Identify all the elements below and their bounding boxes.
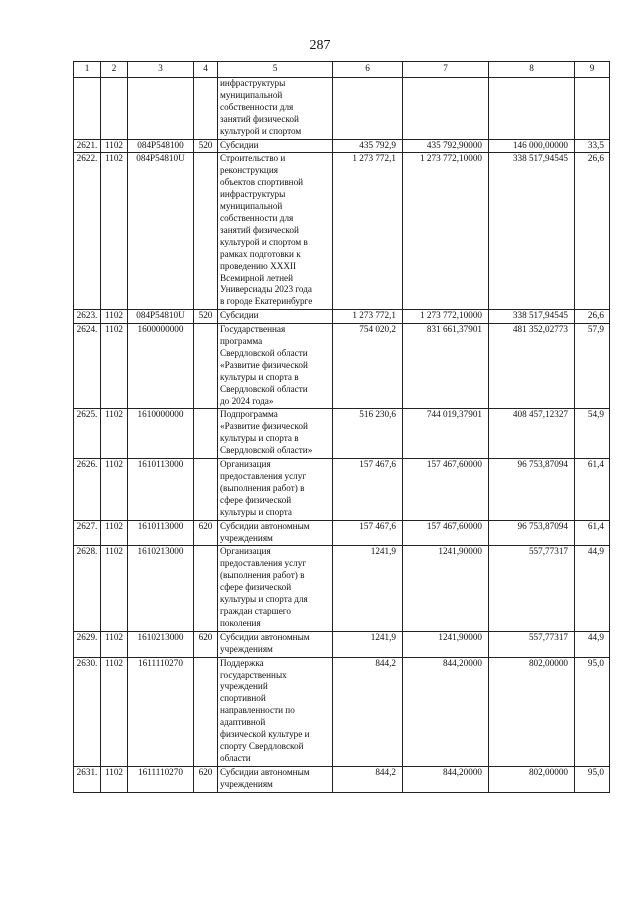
expense-type-code — [194, 459, 218, 521]
executed-amount: 338 517,94545 — [489, 153, 575, 310]
budget-list-amount: 157 467,60000 — [403, 520, 489, 546]
executed-amount: 408 457,12327 — [489, 409, 575, 459]
section-code: 1102 — [101, 324, 128, 409]
expense-type-code: 520 — [194, 139, 218, 153]
executed-amount: 802,00000 — [489, 657, 575, 766]
budget-list-amount: 1241,90000 — [403, 631, 489, 657]
row-number: 2629. — [74, 631, 101, 657]
budget-list-amount: 831 661,37901 — [403, 324, 489, 409]
item-name: Субсидии автономным учреждениям — [218, 766, 333, 792]
execution-percent: 57,9 — [575, 324, 610, 409]
page-number: 287 — [309, 38, 331, 53]
section-code: 1102 — [101, 459, 128, 521]
expense-type-code: 520 — [194, 310, 218, 324]
header-row — [74, 62, 610, 78]
execution-percent: 95,0 — [575, 657, 610, 766]
expense-type-code: 620 — [194, 766, 218, 792]
table-row — [74, 139, 610, 153]
expense-type-code: 620 — [194, 631, 218, 657]
executed-amount: 96 753,87094 — [489, 459, 575, 521]
item-name: Субсидии — [218, 139, 333, 153]
target-article-code: 1600000000 — [128, 324, 194, 409]
budget-list-amount: 435 792,90000 — [403, 139, 489, 153]
budget-list-amount: 1 273 772,10000 — [403, 310, 489, 324]
executed-amount: 557,77317 — [489, 546, 575, 631]
execution-percent: 26,6 — [575, 153, 610, 310]
budget-list-amount: 844,20000 — [403, 657, 489, 766]
executed-amount: 96 753,87094 — [489, 520, 575, 546]
target-article-code: 1610213000 — [128, 631, 194, 657]
expense-type-code — [194, 78, 218, 140]
execution-percent: 26,6 — [575, 310, 610, 324]
execution-percent — [575, 78, 610, 140]
expense-type-code — [194, 546, 218, 631]
execution-percent: 54,9 — [575, 409, 610, 459]
target-article-code: 084P54810U — [128, 153, 194, 310]
table-row — [74, 766, 610, 792]
item-name: Строительство и реконструкция объектов спортивной инфраструктуры муниципальной собственности для занятий физической культурой и спортом в рамках подготовки к проведению XXXII Всемирной летней Универсиады 2023 года в городе Екатеринбурге — [218, 153, 333, 310]
executed-amount: 481 352,02773 — [489, 324, 575, 409]
budget-list-amount: 157 467,60000 — [403, 459, 489, 521]
table-row — [74, 546, 610, 631]
col-header: 2 — [101, 62, 128, 78]
approved-amount: 157 467,6 — [333, 520, 403, 546]
executed-amount: 557,77317 — [489, 631, 575, 657]
execution-percent: 44,9 — [575, 631, 610, 657]
col-header: 5 — [218, 62, 333, 78]
execution-percent: 61,4 — [575, 520, 610, 546]
approved-amount: 1241,9 — [333, 546, 403, 631]
approved-amount: 754 020,2 — [333, 324, 403, 409]
table-row — [74, 657, 610, 766]
execution-percent: 44,9 — [575, 546, 610, 631]
table-row — [74, 520, 610, 546]
row-number: 2626. — [74, 459, 101, 521]
approved-amount: 1 273 772,1 — [333, 310, 403, 324]
row-number — [74, 78, 101, 140]
executed-amount: 338 517,94545 — [489, 310, 575, 324]
col-header: 3 — [128, 62, 194, 78]
target-article-code: 084P54810U — [128, 310, 194, 324]
col-header: 8 — [489, 62, 575, 78]
col-header: 7 — [403, 62, 489, 78]
section-code: 1102 — [101, 520, 128, 546]
section-code: 1102 — [101, 766, 128, 792]
approved-amount: 1 273 772,1 — [333, 153, 403, 310]
target-article-code: 1610213000 — [128, 546, 194, 631]
col-header: 4 — [194, 62, 218, 78]
expense-type-code — [194, 657, 218, 766]
row-number: 2622. — [74, 153, 101, 310]
row-number: 2624. — [74, 324, 101, 409]
executed-amount: 802,00000 — [489, 766, 575, 792]
col-header: 6 — [333, 62, 403, 78]
execution-percent: 61,4 — [575, 459, 610, 521]
execution-percent: 33,5 — [575, 139, 610, 153]
budget-table — [73, 61, 610, 793]
expense-type-code — [194, 153, 218, 310]
budget-list-amount: 1 273 772,10000 — [403, 153, 489, 310]
section-code: 1102 — [101, 657, 128, 766]
item-name: Субсидии автономным учреждениям — [218, 520, 333, 546]
item-name: Субсидии автономным учреждениям — [218, 631, 333, 657]
budget-list-amount — [403, 78, 489, 140]
col-header: 9 — [575, 62, 610, 78]
item-name: Поддержка государственных учреждений спортивной направленности по адаптивной физической культуре и спорту Свердловской области — [218, 657, 333, 766]
target-article-code: 084P548100 — [128, 139, 194, 153]
table-row — [74, 153, 610, 310]
table-row — [74, 78, 610, 140]
execution-percent: 95,0 — [575, 766, 610, 792]
table-row — [74, 310, 610, 324]
approved-amount: 435 792,9 — [333, 139, 403, 153]
budget-list-amount: 744 019,37901 — [403, 409, 489, 459]
section-code: 1102 — [101, 139, 128, 153]
row-number: 2621. — [74, 139, 101, 153]
target-article-code: 1611110270 — [128, 657, 194, 766]
section-code — [101, 78, 128, 140]
section-code: 1102 — [101, 409, 128, 459]
item-name: Организация предоставления услуг (выполнения работ) в сфере физической культуры и спорта для граждан старшего поколения — [218, 546, 333, 631]
item-name: инфраструктуры муниципальной собственности для занятий физической культурой и спортом — [218, 78, 333, 140]
section-code: 1102 — [101, 546, 128, 631]
col-header: 1 — [74, 62, 101, 78]
target-article-code: 1610113000 — [128, 459, 194, 521]
row-number: 2623. — [74, 310, 101, 324]
target-article-code: 1611110270 — [128, 766, 194, 792]
row-number: 2630. — [74, 657, 101, 766]
approved-amount: 516 230,6 — [333, 409, 403, 459]
budget-list-amount: 1241,90000 — [403, 546, 489, 631]
item-name: Субсидии — [218, 310, 333, 324]
table-row — [74, 409, 610, 459]
item-name: Организация предоставления услуг (выполнения работ) в сфере физической культуры и спорта — [218, 459, 333, 521]
item-name: Подпрограмма «Развитие физической культуры и спорта в Свердловской области» — [218, 409, 333, 459]
budget-list-amount: 844,20000 — [403, 766, 489, 792]
approved-amount: 1241,9 — [333, 631, 403, 657]
row-number: 2625. — [74, 409, 101, 459]
expense-type-code: 620 — [194, 520, 218, 546]
target-article-code: 1610113000 — [128, 520, 194, 546]
section-code: 1102 — [101, 310, 128, 324]
target-article-code: 1610000000 — [128, 409, 194, 459]
approved-amount: 844,2 — [333, 766, 403, 792]
executed-amount: 146 000,00000 — [489, 139, 575, 153]
item-name: Государственная программа Свердловской области «Развитие физической культуры и спорта в Свердловской области до 2024 года» — [218, 324, 333, 409]
table-row — [74, 631, 610, 657]
row-number: 2631. — [74, 766, 101, 792]
expense-type-code — [194, 409, 218, 459]
section-code: 1102 — [101, 631, 128, 657]
target-article-code — [128, 78, 194, 140]
section-code: 1102 — [101, 153, 128, 310]
expense-type-code — [194, 324, 218, 409]
row-number: 2628. — [74, 546, 101, 631]
approved-amount: 157 467,6 — [333, 459, 403, 521]
executed-amount — [489, 78, 575, 140]
table-row — [74, 459, 610, 521]
row-number: 2627. — [74, 520, 101, 546]
approved-amount: 844,2 — [333, 657, 403, 766]
approved-amount — [333, 78, 403, 140]
table-row — [74, 324, 610, 409]
